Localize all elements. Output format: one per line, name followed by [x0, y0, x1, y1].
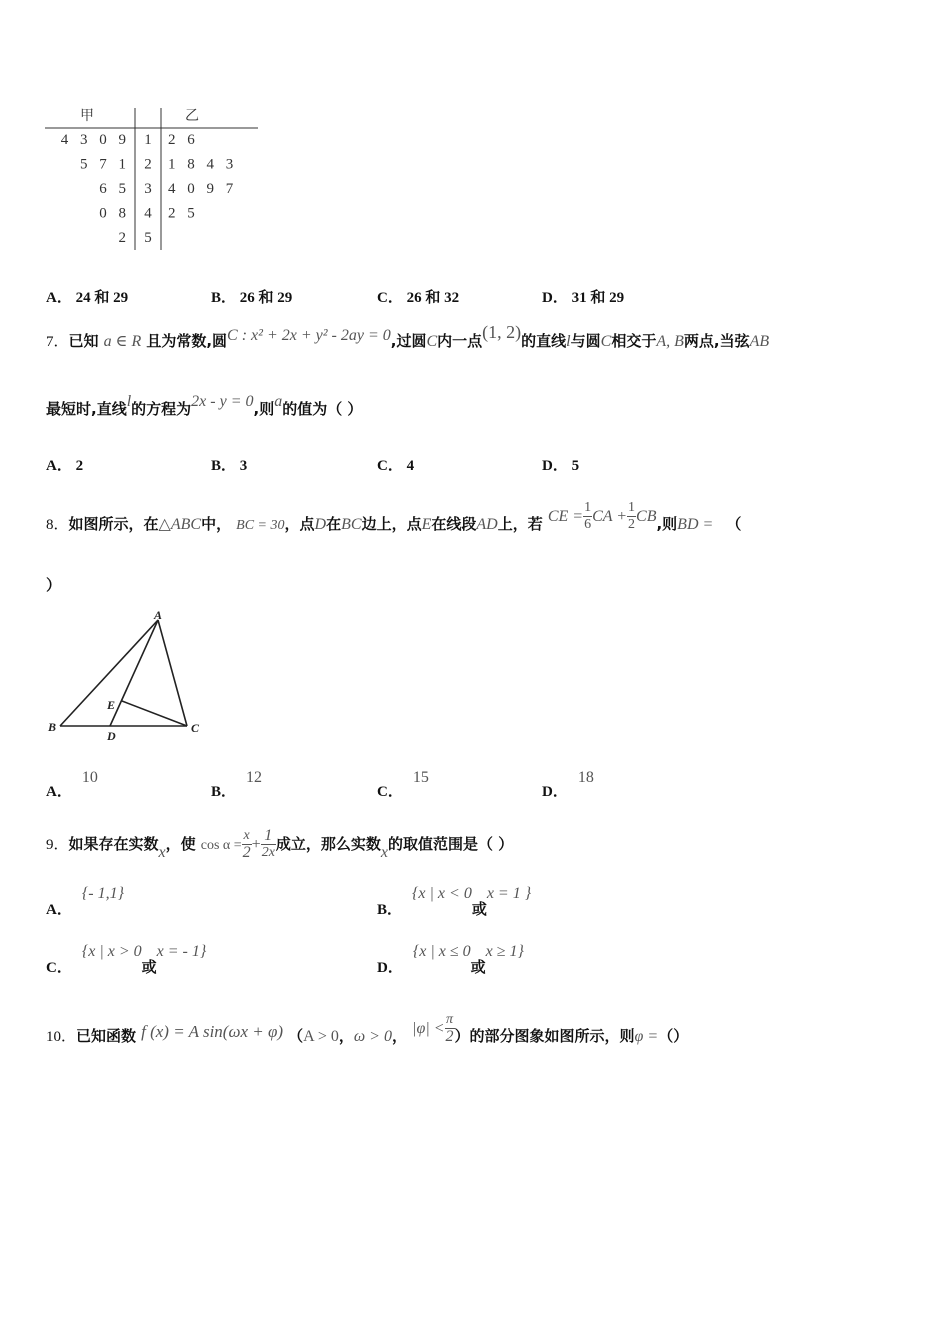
question-9: 9．如果存在实数x，使 cos α = $\frac{x}{2}$ + $\frac{1}{2x}$ 成立，那么实数x的取值范围是（ ） — [46, 827, 514, 861]
q8-option-d[interactable]: D．18 — [542, 769, 594, 800]
phi-constraint: |φ| < $\frac{\pi}{2}$ — [412, 1012, 454, 1045]
label-e: E — [107, 698, 116, 712]
segment-ad — [110, 620, 158, 726]
label-a: A — [154, 608, 163, 622]
stem-leaf-stem: 2 — [144, 156, 152, 173]
fraction-pi-over-2: $\frac{\pi}{2}$ — [445, 1012, 454, 1045]
q7-option-c[interactable]: C． 4 — [377, 458, 415, 474]
stem-leaf-plot — [40, 100, 270, 260]
q6-option-d[interactable]: D． 31 和 29 — [542, 290, 625, 306]
q8-vector-equation: CE = $\frac{1}{6}$ CA + $\frac{1}{2}$ CB — [547, 500, 657, 532]
q8-option-b[interactable]: B．12 — [211, 769, 263, 800]
triangle-svg — [40, 605, 210, 745]
q6-option-c[interactable]: C． 26 和 32 — [377, 290, 460, 306]
segment-ac — [158, 620, 187, 726]
triangle-figure — [40, 605, 210, 745]
stem-leaf-right-leaves: 1 8 4 3 — [168, 156, 238, 173]
q7-option-a[interactable]: A． 2 — [46, 458, 84, 474]
q9-option-a[interactable]: A．{- 1,1} — [46, 885, 124, 918]
stem-leaf-right-leaves: 2 6 — [168, 132, 199, 148]
question-7-line-2: 最短时,直线l的方程为2x - y = 0,则a的值为（ ） — [46, 393, 363, 418]
question-7-line-1: 7．已知 a ∈ R 且为常数,圆C : x² + 2x + y² - 2ay = 0,过圆C内一点(1, 2)的直线l与圆C相交于A, B两点,当弦AB — [46, 322, 770, 350]
q6-option-b[interactable]: B． 26 和 29 — [211, 290, 293, 306]
fraction-one-half: $\frac{1}{2}$ — [628, 500, 636, 532]
stem-leaf-right-leaves: 2 5 — [168, 205, 199, 222]
label-d: D — [107, 729, 116, 743]
q9-option-b[interactable]: B．{x | x < 0或x = 1 } — [377, 885, 532, 918]
segment-ec — [122, 701, 187, 726]
stem-leaf-stem: 1 — [144, 132, 152, 148]
label-c: C — [191, 721, 200, 735]
fraction-1-over-2x: $\frac{1}{2x}$ — [261, 827, 275, 860]
q9-option-c[interactable]: C．{x | x > 0或x = - 1} — [46, 943, 207, 976]
stem-leaf-right-leaves: 4 0 9 7 — [168, 181, 238, 197]
stem-leaf-left-leaves: 4 3 0 9 — [60, 132, 130, 148]
question-8-line-1: 8．如图所示，在△ABC中， BC = 30，点D在BC边上，点E在线段AD上，若 CE = $\frac{1}{6}$ CA + $\frac{1}{2}$ CB,则BD = （ — [46, 500, 742, 533]
q7-option-b[interactable]: B． 3 — [211, 458, 248, 474]
label-b: B — [48, 720, 57, 734]
stem-leaf-stem: 3 — [144, 181, 152, 197]
stem-leaf-rows — [61, 132, 238, 246]
stem-leaf-svg — [40, 100, 270, 260]
q7-option-d[interactable]: D． 5 — [542, 458, 580, 474]
stem-leaf-stem: 5 — [144, 230, 152, 246]
fraction-one-sixth: $\frac{1}{6}$ — [584, 500, 592, 532]
stem-leaf-left-header: 甲 — [80, 109, 94, 124]
question-10: 10．已知函数 f (x) = A sin(ωx + φ) （A > 0，ω > 0， |φ| < $\frac{\pi}{2}$ ）的部分图象如图所示，则φ =（） — [46, 1012, 689, 1045]
q8-option-a[interactable]: A．10 — [46, 769, 98, 800]
q6-option-a[interactable]: A． 24 和 29 — [46, 290, 129, 306]
stem-leaf-left-leaves: 0 8 — [99, 205, 130, 222]
stem-leaf-stem: 4 — [144, 205, 152, 222]
fraction-x-over-2: $\frac{x}{2}$ — [242, 828, 251, 861]
question-8-close-paren: ） — [46, 576, 62, 594]
q8-option-c[interactable]: C．15 — [377, 769, 429, 800]
stem-leaf-left-leaves: 5 7 1 — [80, 156, 130, 173]
stem-leaf-right-header: 乙 — [185, 109, 199, 124]
q9-option-d[interactable]: D．{x | x ≤ 0或x ≥ 1} — [377, 943, 524, 976]
stem-leaf-left-leaves: 2 — [118, 230, 130, 246]
stem-leaf-left-leaves: 6 5 — [99, 181, 130, 197]
